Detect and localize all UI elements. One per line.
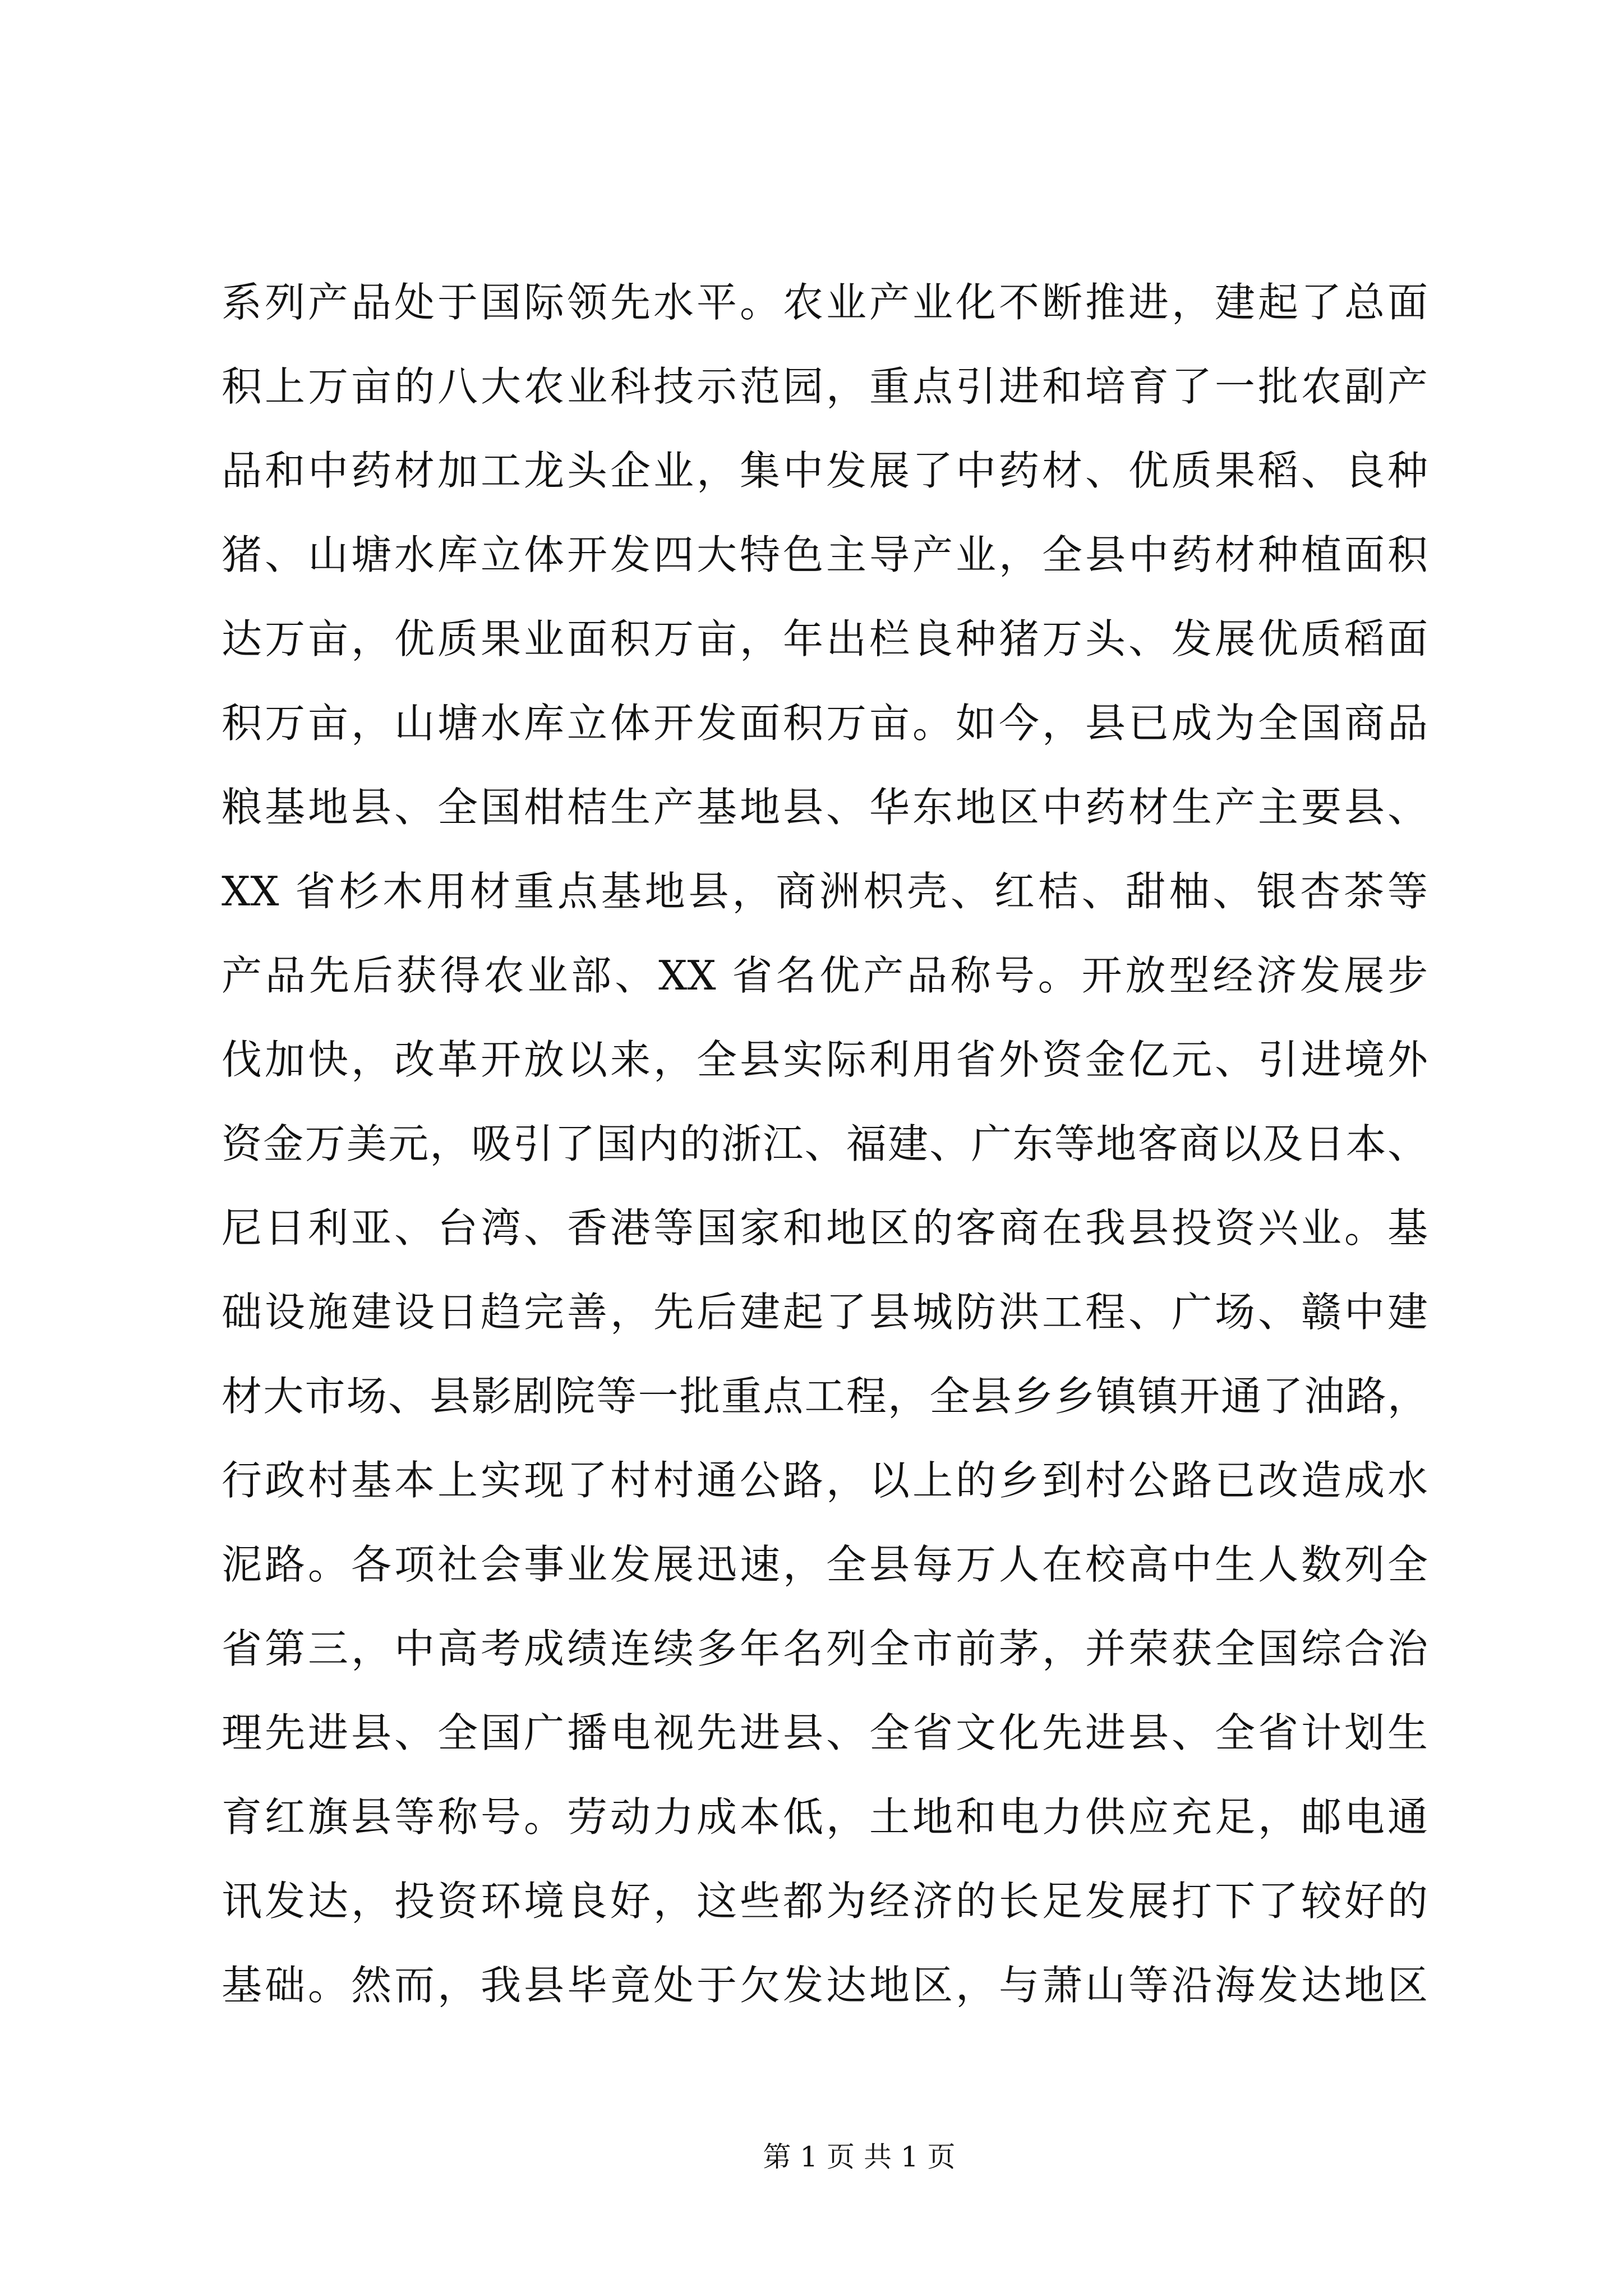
body-text-line: 积上万亩的八大农业科技示范园，重点引进和培育了一批农副产 [222, 363, 1428, 410]
body-text [222, 260, 1428, 2027]
body-text-line: 材大市场、县影剧院等一批重点工程，全县乡乡镇镇开通了油路， [222, 1373, 1428, 1420]
body-text-line: 讯发达，投资环境良好，这些都为经济的长足发展打下了较好的 [222, 1878, 1428, 1925]
body-text-line: 泥路。各项社会事业发展迅速，全县每万人在校高中生人数列全 [222, 1541, 1428, 1588]
body-text-line: 行政村基本上实现了村村通公路，以上的乡到村公路已改造成水 [222, 1457, 1428, 1504]
body-text-line: 积万亩，山塘水库立体开发面积万亩。如今，县已成为全国商品 [222, 700, 1428, 747]
body-text-line: 省第三，中高考成绩连续多年名列全市前茅，并荣获全国综合治 [222, 1625, 1428, 1672]
body-text-line: 尼日利亚、台湾、香港等国家和地区的客商在我县投资兴业。基 [222, 1204, 1428, 1251]
body-text-line: 达万亩，优质果业面积万亩，年出栏良种猪万头、发展优质稻面 [222, 615, 1428, 662]
body-text-line: 产品先后获得农业部、XX 省名优产品称号。开放型经济发展步 [222, 952, 1428, 999]
body-text-line: 育红旗县等称号。劳动力成本低，土地和电力供应充足，邮电通 [222, 1793, 1428, 1841]
body-text-line: 品和中药材加工龙头企业，集中发展了中药材、优质果稻、良种 [222, 447, 1428, 494]
body-text-line: 伐加快，改革开放以来，全县实际利用省外资金亿元、引进境外 [222, 1036, 1428, 1083]
body-text-line: 猪、山塘水库立体开发四大特色主导产业，全县中药材种植面积 [222, 531, 1428, 578]
body-text-line: 础设施建设日趋完善，先后建起了县城防洪工程、广场、赣中建 [222, 1289, 1428, 1336]
body-text-line: 资金万美元，吸引了国内的浙江、福建、广东等地客商以及日本、 [222, 1120, 1428, 1167]
body-text-line: 系列产品处于国际领先水平。农业产业化不断推进，建起了总面 [222, 279, 1428, 326]
body-text-line: 理先进县、全国广播电视先进县、全省文化先进县、全省计划生 [222, 1709, 1428, 1756]
body-text-line: 粮基地县、全国柑桔生产基地县、华东地区中药材生产主要县、 [222, 784, 1428, 831]
body-text-line: 基础。然而，我县毕竟处于欠发达地区，与萧山等沿海发达地区 [222, 1962, 1428, 2009]
body-text-line: XX 省杉木用材重点基地县，商洲枳壳、红桔、甜柚、银杏茶等 [222, 868, 1428, 915]
page-footer: 第 1 页 共 1 页 [763, 2141, 956, 2173]
